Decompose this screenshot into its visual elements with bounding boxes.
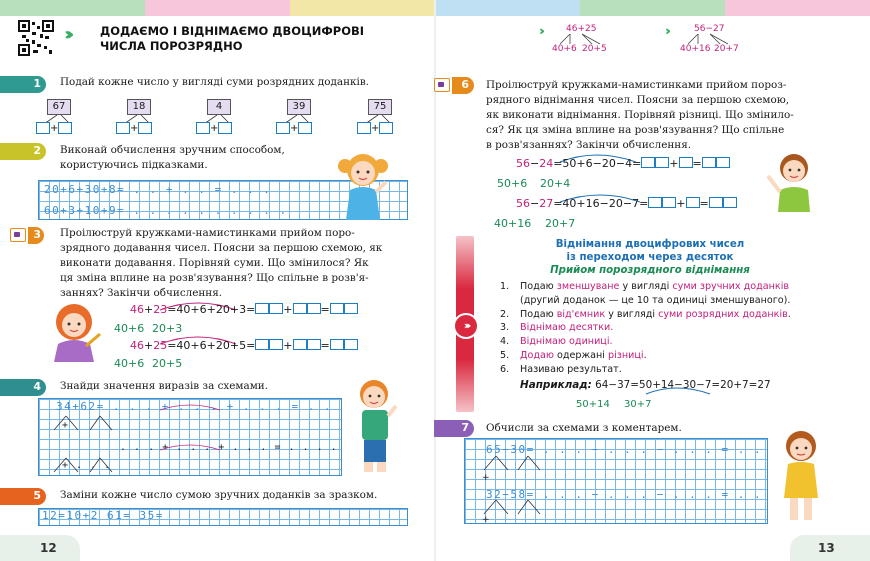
task3-eq2: 46+25=40+6+20+5= + = (130, 339, 358, 352)
task3-line-3: виконати додавання. Порівняй суми. Що змінилося? Як (60, 257, 369, 269)
answer-box[interactable] (357, 122, 371, 134)
answer-box[interactable] (379, 122, 393, 134)
task-badge-7: 7 (434, 420, 474, 437)
task3-eq1: 46+23=40+6+20+3= + = (130, 303, 358, 316)
task2-row-1: 20+6+30+8= . . + . . = . . . (44, 183, 272, 196)
answer-box[interactable] (679, 157, 693, 168)
page-number-left: 12 (0, 535, 80, 561)
task3-line-5: заннях? Закінчи обчислення. (60, 287, 223, 299)
answer-box[interactable] (196, 122, 210, 134)
lesson-title: ДОДАЄМО І ВІДНІМАЄМО ДВОЦИФРОВІ ЧИСЛА ПОРОЗРЯДНО (100, 24, 365, 53)
number-tile: 4 (207, 99, 231, 115)
rule-title-1: Віднімання двоцифрових чисел (555, 239, 745, 250)
task4-scheme-lines (40, 402, 340, 476)
rule-step: 2. Подаю від'ємник у вигляді суми розрядних доданків. (500, 308, 791, 320)
task-badge-1: 1 (0, 76, 46, 93)
task4-row-2b: + . . . (62, 460, 112, 471)
answer-box[interactable] (138, 122, 152, 134)
task6-eq2-under-b: 20+7 (545, 217, 576, 230)
rule-title-2: із переходом через десяток (566, 252, 734, 263)
task6-line-1: Проілюструй кружками-намистинками прийом пороз- (486, 79, 787, 91)
answer-box[interactable] (307, 303, 321, 314)
rule-subtitle: Прийом порозрядного віднімання (550, 265, 750, 276)
task2-text-line1: Виконай обчислення зручним способом, (60, 144, 285, 156)
task6-eq1: 56−24=50+6−20−4= + = (516, 157, 730, 170)
rule-arrow-icon: ››› (453, 313, 479, 339)
boy-illustration (350, 376, 400, 476)
answer-box[interactable] (255, 339, 269, 350)
task6-line-2: рядного віднімання чисел. Поясни за першою схемою, (486, 94, 790, 106)
task1-text: Подай кожне число у вигляді суми розрядних доданків. (60, 76, 369, 88)
qr-code-icon[interactable] (18, 20, 54, 56)
task6-eq1-under-a: 50+6 (497, 177, 528, 190)
rule-example: Наприклад: 64−37=50+14−30−7=20+7=27 (520, 379, 771, 391)
page-number-right: 13 (790, 535, 870, 561)
task6-line-5: в розв'язаннях? Закінчи обчислення. (486, 139, 692, 151)
answer-box[interactable] (293, 339, 307, 350)
task2-row-2: 60+3+10+9= . . . . . . . . . . (44, 204, 288, 217)
rule-example-under-b: 30+7 (624, 399, 652, 410)
task-special-icon (10, 228, 26, 242)
rule-step: 5. Додаю одержані різниці. (500, 349, 647, 361)
answer-pair: + (357, 122, 393, 134)
answer-box[interactable] (58, 122, 72, 134)
answer-box[interactable] (276, 122, 290, 134)
task-badge-6: 6 (452, 77, 474, 94)
task7-row-2: 32−58= . . . − . . . − . . . = . . (486, 488, 763, 501)
task3-line-2: зрядного додавання чисел. Поясни за першою схемою, як (60, 242, 383, 254)
task4-text: Знайди значення виразів за схемами. (60, 380, 269, 392)
task4-row-1b: + (62, 420, 70, 431)
answer-box[interactable] (702, 157, 716, 168)
rule-step: 6. Називаю результат. (500, 363, 622, 375)
number-tile: 39 (287, 99, 311, 115)
task2-text-line2: користуючись підказками. (60, 159, 208, 171)
task5-text: Заміни кожне число сумою зручних доданків за зразком. (60, 489, 378, 501)
rule-step: 3. Віднімаю десятки. (500, 322, 614, 334)
task-badge-5: 5 (0, 488, 46, 505)
task-badge-4: 4 (0, 379, 46, 396)
answer-box[interactable] (716, 157, 730, 168)
answer-box[interactable] (269, 303, 283, 314)
answer-box[interactable] (330, 303, 344, 314)
answer-box[interactable] (307, 339, 321, 350)
answer-box[interactable] (36, 122, 50, 134)
answer-box[interactable] (255, 303, 269, 314)
answer-box[interactable] (116, 122, 130, 134)
rule-example-arc (640, 384, 740, 398)
answer-box[interactable] (709, 197, 723, 208)
answer-box[interactable] (344, 339, 358, 350)
answer-box[interactable] (298, 122, 312, 134)
task3-eq2-under-b: 20+5 (152, 357, 183, 370)
answer-box[interactable] (648, 197, 662, 208)
girl-with-pencil-illustration (46, 300, 106, 362)
girl-thinking-illustration (776, 428, 826, 524)
rule-example-under-a: 50+14 (576, 399, 610, 410)
answer-pair: + (116, 122, 152, 134)
task3-line-1: Проілюструй кружками-намистинками прийом поро- (60, 227, 355, 239)
answer-box[interactable] (269, 339, 283, 350)
answer-pair: + (196, 122, 232, 134)
task3-eq1-under-a: 40+6 (114, 322, 145, 335)
task-special-icon (434, 78, 450, 92)
answer-box[interactable] (655, 157, 669, 168)
task4-row-2: . . . + . . . + . . . = . . . . (120, 442, 338, 453)
task5-row: 12=10+2 61= 35= (42, 509, 164, 522)
answer-pair: + (36, 122, 72, 134)
rule-step: 4. Віднімаю одиниці. (500, 336, 613, 348)
task4-row-1: 34+62= . . . + . . . + . . . = . . (56, 400, 333, 413)
task-badge-3: 3 (28, 227, 44, 244)
answer-pair: + (276, 122, 312, 134)
task6-eq2-under-a: 40+16 (494, 217, 532, 230)
svg-text:+: + (482, 515, 490, 524)
answer-box[interactable] (686, 197, 700, 208)
number-tile: 18 (127, 99, 151, 115)
task3-line-4: ця зміна вплине на розв'язування? Що спільне в розв'я- (60, 272, 369, 284)
answer-box[interactable] (218, 122, 232, 134)
task-badge-2: 2 (0, 143, 46, 160)
rule-steps-list (500, 280, 820, 377)
rule-step: (другий доданок — це 10 та одиниці зменшуваного). (520, 294, 791, 306)
task7-scheme-lines (466, 454, 766, 524)
number-tile: 67 (47, 99, 71, 115)
answer-box[interactable] (344, 303, 358, 314)
task6-line-4: ся? Як ця зміна вплине на розв'язування? Що спільне (486, 124, 785, 136)
task7-row-1: 65−30= . . . − . . . − . . . = . . (486, 443, 763, 456)
boy-pointing-illustration (764, 150, 824, 212)
task3-eq2-under-a: 40+6 (114, 357, 145, 370)
answer-box[interactable] (662, 197, 676, 208)
number-tile: 75 (368, 99, 392, 115)
answer-box[interactable] (293, 303, 307, 314)
svg-text:+: + (482, 473, 490, 483)
answer-box[interactable] (330, 339, 344, 350)
task7-text: Обчисли за схемами з коментарем. (486, 422, 682, 434)
task6-eq1-under-b: 20+4 (540, 177, 571, 190)
answer-box[interactable] (723, 197, 737, 208)
girl-illustration (336, 148, 390, 220)
rule-step: 1. Подаю зменшуване у вигляді суми зручних доданків (500, 281, 790, 292)
double-chevron-icon: ››› (64, 24, 69, 45)
task6-eq2: 56−27=40+16−20−7= + = (516, 197, 737, 210)
task6-line-3: як виконати віднімання. Порівняй різниці. Що змінило- (486, 109, 794, 121)
answer-box[interactable] (641, 157, 655, 168)
task3-eq1-under-b: 20+3 (152, 322, 183, 335)
